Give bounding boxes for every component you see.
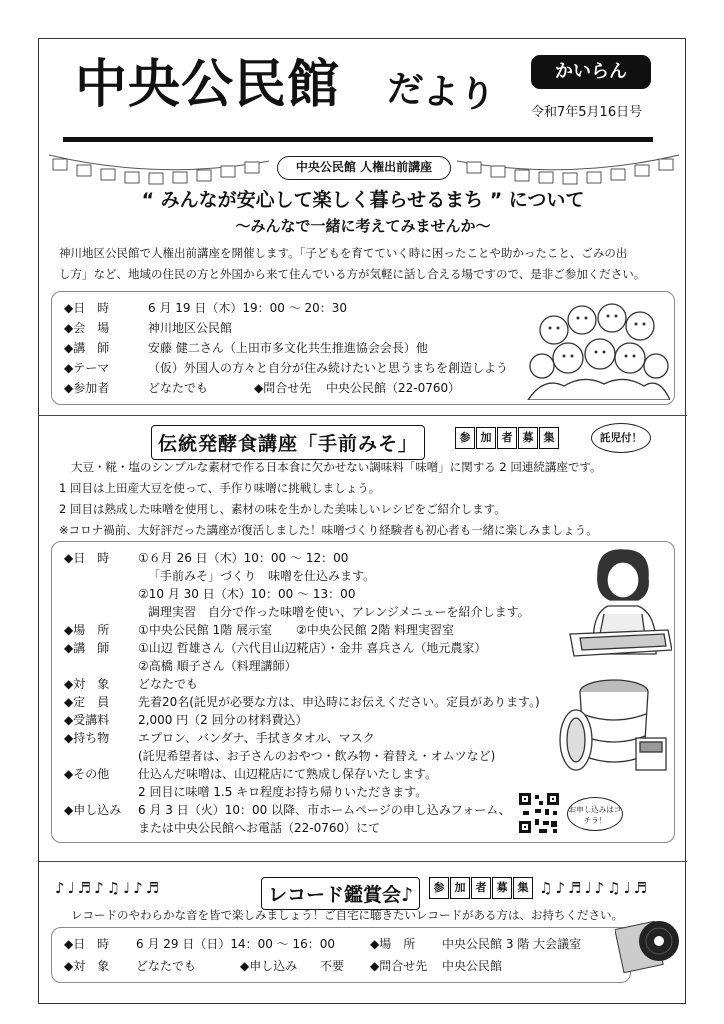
intro-line: 大豆・糀・塩のシンプルな素材で作る日本食に欠かせない調味料「味噌」に関する 2 回連続講座です。 <box>71 460 602 474</box>
recruit-char: 集 <box>513 877 533 899</box>
human-rights-lecture-section <box>39 151 687 413</box>
section-divider <box>39 861 687 862</box>
intro-line: ※コロナ禍前、大好評だった講座が復活しました！味噌づくり経験者も初心者も一緒に楽しみましょう。 <box>59 523 598 537</box>
vinyl-record-icon <box>615 911 681 977</box>
detail-value: 6 月 3 日（火）10：00 以降、市ホームページの申し込みフォーム、 <box>138 803 511 817</box>
masthead-rule <box>63 137 653 142</box>
lecture-tag: 中央公民館 人権出前講座 <box>277 156 451 180</box>
section3-intro: レコードのやわらかな音を皆で楽しみましょう！ご自宅に聴きたいレコードがある方は、お持ちください。 <box>71 908 623 922</box>
recruit-char: 加 <box>476 427 496 449</box>
intro-line: し方」など、地域の住民の方と外国から来て住んでいる方が気軽に話し合える場ですので、是非ご参加ください。 <box>59 267 646 281</box>
section1-subtitle: ～みんなで一緒に考えてみませんか～ <box>235 217 491 235</box>
detail-value: 仕込んだ味噌は、山辺糀店にて熟成し保存いたします。 <box>138 767 438 781</box>
recruit-char: 者 <box>497 427 517 449</box>
detail-value: エプロン、バンダナ、手拭きタオル、マスク <box>138 731 375 745</box>
detail-label: ◆問合せ先 <box>370 959 428 973</box>
section3-details-box <box>51 927 631 983</box>
qr-code-icon[interactable] <box>517 791 561 835</box>
music-notes-left-icon: ♪♩♬♪♫♩♪♬ <box>55 879 163 897</box>
intro-line: 神川地区公民館で人権出前講座を開催します。「子どもを育てていく時に困ったことや助かったこと、ごみの出 <box>59 246 628 260</box>
detail-label: ◆日 時 <box>64 937 110 951</box>
detail-label: ◆会 場 <box>64 321 110 335</box>
detail-value: 不要 <box>320 959 345 973</box>
apply-here-bubble: お申し込みはコチラ！ <box>567 797 623 831</box>
contact-value: 中央公民館（22-0760） <box>326 381 461 395</box>
woman-making-miso-icon <box>568 544 672 658</box>
recruit-char: 者 <box>471 877 491 899</box>
section1-title: “ みんなが安心して楽しく暮らせるまち ” について <box>141 189 585 211</box>
detail-value: ①６月 26 日（木）10：00 ～ 12：00 <box>138 551 349 565</box>
detail-value: ②10 月 30 日（木）10：00 ～ 13：00 <box>138 587 356 601</box>
detail-label: ◆定 員 <box>64 695 110 709</box>
detail-value: 2,000 円（2 回分の材料費込） <box>138 713 308 727</box>
section2-intro <box>59 457 679 541</box>
detail-label: ◆テーマ <box>64 361 110 375</box>
newsletter-title: 中央公民館 <box>75 55 341 115</box>
detail-value: 6 月 29 日（日）14：00 ～ 16：00 <box>136 937 336 951</box>
detail-value: 安藤 健二さん（上田市多文化共生推進協会会長）他 <box>148 341 428 355</box>
recruit-char: 参 <box>429 877 449 899</box>
detail-label: ◆対 象 <box>64 959 110 973</box>
recruit-char: 加 <box>450 877 470 899</box>
detail-value: 神川地区公民館 <box>148 321 233 335</box>
section-divider <box>39 415 687 416</box>
intro-line: 2 回目は熟成した味噌を使用し、素材の味を生かした美味しいレシピをご紹介します。 <box>59 502 506 516</box>
section2-title: 伝統発酵食講座「手前みそ」 <box>151 425 425 460</box>
detail-value: または中央公民館へお電話（22-0760）にて <box>138 821 381 835</box>
newsletter-title-suffix: だより <box>385 68 497 117</box>
detail-label: ◆参加者 <box>64 381 110 395</box>
recruit-char: 参 <box>455 427 475 449</box>
detail-label: ◆対 象 <box>64 677 110 691</box>
intro-line: 1 回目は上田産大豆を使って、手作り味噌に挑戦しましょう。 <box>59 481 381 495</box>
detail-value: どなたでも <box>138 677 199 691</box>
detail-label: ◆講 師 <box>64 641 110 655</box>
detail-value: (託児希望者は、お子さんのおやつ・飲み物・着替え・オムツなど) <box>138 749 496 763</box>
detail-label: ◆受講料 <box>64 713 110 727</box>
detail-label: ◆場 所 <box>370 937 416 951</box>
newsletter-page <box>38 38 686 1004</box>
recruit-badge <box>429 877 534 899</box>
detail-value: 「手前みそ」づくり 味噌を仕込みます。 <box>148 569 376 583</box>
detail-value: （仮）外国人の方々と自分が住み続けたいと思うまちを創造しよう <box>148 361 509 375</box>
recruit-char: 募 <box>492 877 512 899</box>
miso-barrel-icon <box>556 670 672 778</box>
recruit-char: 募 <box>518 427 538 449</box>
detail-label: ◆その他 <box>64 767 110 781</box>
music-notes-right-icon: ♫♪♬♩♪♫♩♬ <box>539 879 651 897</box>
recruit-char: 集 <box>539 427 559 449</box>
detail-label: ◆場 所 <box>64 623 110 637</box>
section3-title: レコード鑑賞会♪ <box>261 877 420 910</box>
diverse-people-icon <box>524 296 670 400</box>
detail-label: ◆申し込み <box>64 803 122 817</box>
contact-label: ◆問合せ先 <box>254 381 312 395</box>
detail-value: 中央公民館 <box>442 959 503 973</box>
issue-date: 令和7年5月16日号 <box>531 105 643 120</box>
detail-value: ①山辺 哲雄さん（六代目山辺糀店）・金井 喜兵さん（地元農家） <box>138 641 487 655</box>
masthead <box>39 39 687 149</box>
detail-label: ◆持ち物 <box>64 731 110 745</box>
section2-details-box <box>51 541 675 843</box>
detail-value: どなたでも <box>148 381 209 395</box>
circulation-badge: かいらん <box>531 55 651 89</box>
detail-value: 調理実習 自分で作った味噌を使い、アレンジメニューを紹介します。 <box>148 605 530 619</box>
detail-value: ①中央公民館 1階 展示室 ②中央公民館 2階 料理実習室 <box>138 623 455 637</box>
detail-label: ◆日 時 <box>64 551 110 565</box>
childcare-bubble: 託児付！ <box>591 423 651 453</box>
section1-intro <box>59 243 667 285</box>
detail-label: ◆講 師 <box>64 341 110 355</box>
detail-value: どなたでも <box>136 959 197 973</box>
detail-value: ②高橋 順子さん（料理講師） <box>138 659 297 673</box>
detail-value: 6 月 19 日（木）19：00 ～ 20：30 <box>148 301 348 315</box>
detail-label: ◆日 時 <box>64 301 110 315</box>
recruit-badge <box>455 427 560 449</box>
detail-value: 2 回目に味噌 1.5 キロ程度お持ち帰りいただきます。 <box>138 785 428 799</box>
detail-label: ◆申し込み <box>240 959 298 973</box>
detail-value: 先着20名(託児が必要な方は、申込時にお伝えください。定員があります。) <box>138 695 540 709</box>
section1-details-box <box>51 291 675 405</box>
detail-value: 中央公民館 3 階 大会議室 <box>442 937 582 951</box>
